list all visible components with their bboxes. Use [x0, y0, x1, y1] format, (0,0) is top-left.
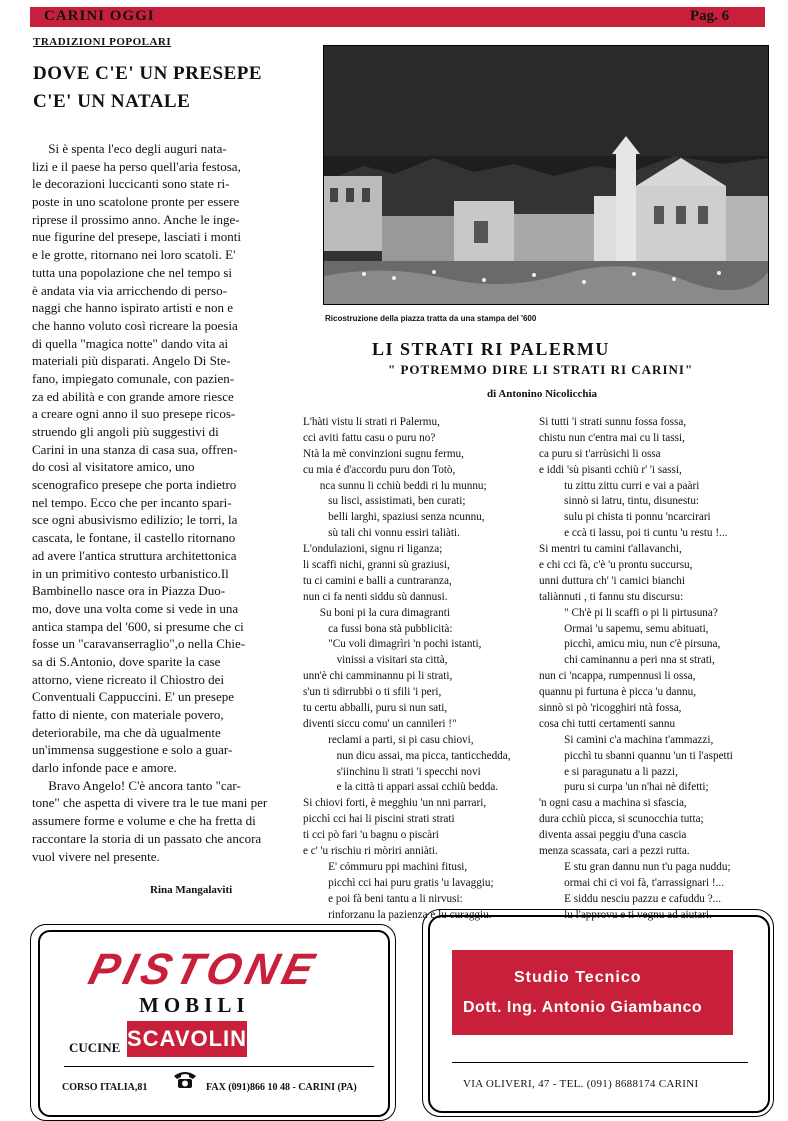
poem-line: cci aviti fattu casu o puru no?	[303, 431, 436, 444]
article-line: che hanno voluto così ricreare la poesia	[32, 317, 238, 333]
poem-line: unn'è chi camminannu pi li strati,	[303, 670, 453, 683]
article-line: Bambinello nasce ora in Piazza Duo-	[32, 583, 226, 599]
article-line: Bravo Angelo! C'è ancora tanto "car-	[32, 777, 241, 793]
article-line: assumere forme e volume e che ha fretta di	[32, 813, 256, 829]
poem-line: chi caminannu a peri nna st strati,	[539, 654, 715, 667]
article-line: e le grotte, ritornano nei loro scatoli. E'	[32, 247, 236, 263]
article-line: mo, dove una volta come si vede in una	[32, 600, 239, 616]
article-line: antica stampa del '600, si presume che ci	[32, 618, 244, 634]
article-line: fatto di niente, con materiale povero,	[32, 707, 224, 722]
poem-line: ti cci pò fari 'u bagnu o piscàri	[303, 829, 439, 842]
poem-line: tu ci camini e balli a cuntraranza,	[303, 574, 452, 587]
poem-line: nun ci fa nenti siddu sù dannusi.	[303, 590, 448, 603]
poem-line: picchì cci hai li piscini strati strati	[303, 813, 455, 826]
poem-line: tu zittu zittu curri e vai a paàri	[539, 479, 700, 492]
poem-title: LI STRATI RI PALERMU	[372, 339, 610, 359]
poem-line: unni duttura ch' 'i camici bianchi	[539, 574, 686, 587]
poem-line: tu certu abballi, puru si nun sati,	[303, 702, 448, 715]
article-line: naggi che hanno ispirato artisti e non e	[32, 300, 234, 316]
poem-line: vinissi a visitari sta città,	[303, 654, 448, 667]
poem-line: menza scassata, cari a pezzi rutta.	[539, 845, 690, 858]
article-body	[32, 140, 272, 865]
poem-line: e la città ti appari assai cchiù bedda.	[303, 781, 499, 794]
poem-author: di Antonino Nicolicchia	[487, 388, 598, 400]
poem-line: reclami a parti, si pi casu chiovi,	[303, 733, 474, 746]
article-line: Carini in una stanza di casa sua, offren-	[32, 441, 238, 457]
article-line: fano, impiegato comunale, con pazien-	[32, 370, 235, 386]
poem-line: L'ondulazioni, signu ri liganza;	[303, 543, 443, 556]
article-line: sa di S.Antonio, dove sparite la case	[32, 653, 221, 669]
poem-line: picchì tu sbanni quannu 'un ti l'aspetti	[539, 749, 733, 762]
poem-line: s'iinchinu li strati 'i specchi novi	[303, 765, 481, 778]
poem-line: sulu pi chista ti ponnu 'ncarcirari	[539, 511, 711, 524]
publication-name: CARINI OGGI	[44, 8, 155, 24]
scavolini-logo: SCAVOLINI	[127, 1021, 247, 1057]
page-number: Pag. 6	[690, 8, 730, 24]
poem-line: Ntà la mè convinzioni sugnu fermu,	[303, 447, 464, 460]
poem-line: cu mia é d'accordu puru don Totò,	[303, 463, 456, 476]
article-line: riprese il prossimo anno. Anche le inge-	[32, 211, 240, 227]
poem-line: cosa chi tutti certamenti sannu	[539, 717, 676, 730]
poem-line: ormai chi ci voi fà, t'arrassignari !...	[539, 876, 724, 889]
poem-line: e chi cci fà, c'è 'u prontu succursu,	[539, 559, 693, 572]
piazza-photo	[323, 45, 769, 305]
article-line: raccontare la storia di un passato che ancora	[32, 830, 262, 846]
divider	[64, 1066, 374, 1067]
poem-line: quannu pi furtuna è picca 'u dannu,	[539, 686, 697, 699]
article-line: tutta una popolazione che nel tempo si	[32, 264, 232, 280]
article-author: Rina Mangalaviti	[150, 884, 233, 896]
article-line: cascata, le fontane, il castello ritornano	[32, 530, 236, 546]
article-line: nue figurine del presepe, lasciati i monti	[32, 229, 242, 245]
article-line: di quella "magica notte" dando vita ai	[32, 335, 229, 351]
studio-address: VIA OLIVERI, 47 - TEL. (091) 8688174 CARINI	[463, 1078, 699, 1090]
piazza-illustration	[324, 46, 768, 304]
poem-line: e poi fà beni tantu a li nirvusi:	[303, 892, 463, 905]
article-line: Si è spenta l'eco degli auguri nata-	[32, 141, 227, 156]
article-line: do così al visitatore amico, uno	[32, 459, 195, 475]
article-line: deteriorabile, ma che dà ugualmente	[32, 724, 221, 740]
studio-name: Dott. Ing. Antonio Giambanco	[463, 999, 703, 1016]
article-line: darlo infonde pace e amore.	[32, 760, 177, 776]
poem-line: E' cómmuru ppi machini fitusi,	[303, 860, 468, 873]
poem-line: taliànnuti , ti fannu stu discursu:	[539, 590, 684, 603]
article-line: nel tempo. Ecco che per incanto spari-	[32, 494, 232, 510]
poem-line: picchì cci hai puru gratis 'u lavaggiu;	[303, 876, 494, 889]
pistone-address: CORSO ITALIA,81	[62, 1082, 148, 1093]
poem-line: sinnò si latru, tintu, disunestu:	[539, 495, 700, 508]
article-line: tone" che aspetta di vivere tra le tue mani per	[32, 795, 268, 811]
poem-line: dura cchiù picca, si scunocchia tutta;	[539, 813, 704, 826]
pistone-fax: FAX (091)866 10 48 - CARINI (PA)	[206, 1082, 357, 1093]
cucine-label: CUCINE	[69, 1040, 121, 1055]
article-line: ad avere l'antica struttura architettonica	[32, 547, 237, 563]
studio-banner	[452, 950, 733, 1035]
article-line: le decorazioni luccicanti sono state ri-	[32, 176, 230, 192]
photo-caption: Ricostruzione della piazza tratta da una stampa del '600	[325, 314, 537, 323]
poem-line: Si chiovi forti, è megghiu 'un nni parrari,	[303, 797, 487, 810]
poem-line: Si tutti 'i strati sunnu fossa fossa,	[539, 416, 687, 428]
mobili-label: MOBILI	[139, 993, 250, 1017]
poem-line: puru si curpa 'un n'hai nè difetti;	[539, 781, 709, 794]
poem-line: E stu gran dannu nun t'u paga nuddu;	[539, 860, 731, 873]
poem-line: diventi siccu comu' un cannileri !"	[303, 717, 457, 730]
article-line: za ed abilità e con grande amore riesce	[32, 388, 234, 404]
poem-line: lu l'approvu e ti vegnu ad aiutari.	[539, 908, 712, 921]
poem-line: Si camini c'a machina t'ammazzi,	[539, 733, 714, 746]
article-line: poste in uno scatolone pronte per essere	[32, 194, 240, 210]
poem-line: " Ch'è pi li scaffi o pi li pirtusuna?	[539, 606, 718, 619]
poem-line: chistu nun c'entra mai cu li tassi,	[539, 431, 685, 444]
article-line: un'immensa suggestione e solo a guar-	[32, 742, 233, 758]
poem-line: nun dicu assai, ma picca, tanticchedda,	[303, 749, 511, 762]
article-line: è andata via via arricchendo di perso-	[32, 282, 227, 298]
article-title-line2: C'E' UN NATALE	[33, 91, 191, 112]
poem-line: 'n ogni casu a machina si sfascia,	[539, 797, 687, 810]
article-line: vuol vivere nel presente.	[32, 848, 160, 864]
poem-column-left	[303, 415, 529, 924]
poem-line: ca puru si t'arrùsichi li ossa	[539, 447, 661, 460]
divider	[452, 1062, 748, 1063]
poem-line: li scaffi nichi, granni sù graziusi,	[303, 559, 450, 572]
article-line: a creare ogni anno il suo presepe ricos-	[32, 406, 236, 422]
article-line: fosse un "caravanserraglio",o nella Chie-	[32, 636, 246, 652]
poem-subtitle: " POTREMMO DIRE LI STRATI RI CARINI"	[388, 362, 694, 377]
poem-line: e c' 'u rischiu ri mòriri anniàti.	[303, 845, 438, 858]
article-line: Conventuali Cappuccini. E' un presepe	[32, 689, 234, 705]
section-label: TRADIZIONI POPOLARI	[33, 36, 172, 48]
article-line: sce ogni abusivismo edilizio; le torri, la	[32, 512, 238, 528]
studio-title: Studio Tecnico	[514, 969, 642, 986]
article-line: attorno, viene ricreato il Chiostro dei	[32, 671, 225, 687]
poem-line: nca sunnu li cchiù beddi ri lu munnu;	[303, 479, 487, 492]
poem-line: picchì, amicu miu, nun c'è pirsuna,	[539, 638, 721, 651]
article-line: in un primitivo contesto urbanistico.Il	[32, 565, 229, 581]
poem-line: belli larghi, spaziusi senza ncunnu,	[303, 511, 485, 524]
poem-line: "Cu voli dimagrìri 'n pochi istanti,	[303, 638, 482, 651]
poem-line: L'hàti vistu li strati ri Palermu,	[303, 416, 440, 428]
article-line: struendo gli angoli più suggestivi di	[32, 424, 219, 439]
poem-line: e iddi 'sù pisanti cchiù r' 'i sassi,	[539, 463, 682, 476]
poem-line: Si mentri tu camini t'allavanchi,	[539, 543, 682, 556]
poem-line: nun ci 'ncappa, rumpennusi li ossa,	[539, 670, 696, 683]
poem-line: Su boni pi la cura dimagranti	[303, 606, 450, 619]
poem-line: Ormai 'u sapemu, semu abituati,	[539, 622, 709, 635]
pistone-logo: PISTONE	[84, 945, 324, 994]
poem-line: ca fussi bona stà pubblicità:	[303, 622, 453, 635]
poem-line: sù tali chi vonnu essiri taliàti.	[303, 527, 460, 540]
article-line: materiali più disparati. Angelo Di Ste-	[32, 353, 231, 369]
poem-column-right	[539, 415, 769, 924]
article-line: scenografico presepe che porta indietro	[32, 477, 237, 493]
poem-line: s'un ti sdirrubbi o ti sfili 'i peri,	[303, 686, 442, 699]
poem-line: diventa assai peggiu d'una cascia	[539, 829, 687, 842]
poem-line: rinforzanu la pazienza e lu curaggiu.	[303, 908, 492, 921]
poem-line: E siddu nesciu pazzu e cafuddu ?...	[539, 892, 722, 905]
poem-line: e ccà ti lassu, poi ti cuntu 'u restu !...	[539, 527, 728, 540]
telephone-icon	[172, 1069, 198, 1089]
article-line: lizi e il paese ha perso quell'aria festosa,	[32, 158, 241, 174]
poem-line: e si paragunatu a li pazzi,	[539, 765, 678, 778]
poem-line: su lisci, assistimati, ben curati;	[303, 495, 466, 508]
poem-line: sinnò si pò 'ricogghiri ntà fossa,	[539, 702, 682, 715]
article-title-line1: DOVE C'E' UN PRESEPE	[33, 63, 263, 84]
